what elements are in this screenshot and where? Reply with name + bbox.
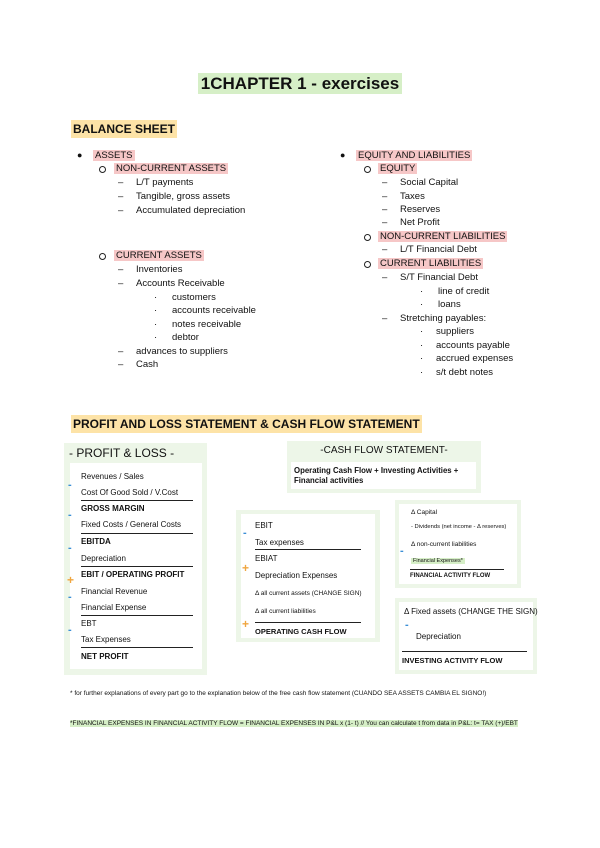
list-item: customers <box>172 292 216 303</box>
list-item: Stretching payables: <box>400 313 487 324</box>
non-current-assets-heading: NON-CURRENT ASSETS <box>116 163 227 174</box>
pl-line: Financial Expense <box>81 603 147 612</box>
profit-loss-title: - PROFIT & LOSS - <box>69 446 175 460</box>
circle-bullet-icon <box>99 253 106 260</box>
pl-line: Tax Expenses <box>81 635 131 644</box>
ocf-line: EBIAT <box>255 554 278 563</box>
inv-line: Depreciation <box>416 632 461 641</box>
pl-line: EBT <box>81 619 97 628</box>
list-item: Tangible, gross assets <box>136 191 230 202</box>
list-item: debtor <box>172 332 199 343</box>
list-item: Taxes <box>400 191 425 202</box>
plus-icon: + <box>242 617 250 631</box>
footnote-2: *FINANCIAL EXPENSES IN FINANCIAL ACTIVITY FLOW = FINANCIAL EXPENSES IN P&L x (1- t) // You can calculate t from data in P&L: t= TAX (+)/EBT <box>70 720 518 727</box>
list-item: loans <box>438 299 461 310</box>
fin-line: Δ Capital <box>411 509 438 516</box>
list-item: accounts payable <box>436 340 510 351</box>
minus-icon: - <box>400 545 404 557</box>
current-liabilities-heading: CURRENT LIABILITIES <box>380 258 482 269</box>
minus-icon: - <box>243 527 247 539</box>
pl-line: Depreciation <box>81 554 126 563</box>
ocf-line: Depreciation Expenses <box>255 571 338 580</box>
list-item: S/T Financial Debt <box>400 272 478 283</box>
pl-line: NET PROFIT <box>81 652 129 661</box>
divider <box>255 549 361 550</box>
pl-line: GROSS MARGIN <box>81 504 145 513</box>
non-current-liabilities-heading: NON-CURRENT LIABILITIES <box>380 231 506 242</box>
list-item: s/t debt notes <box>436 367 494 378</box>
minus-icon: - <box>68 542 72 554</box>
circle-bullet-icon <box>99 166 106 173</box>
list-item: Accounts Receivable <box>136 278 225 289</box>
list-item: Inventories <box>136 264 183 275</box>
minus-icon: - <box>68 509 72 521</box>
minus-icon: - <box>68 624 72 636</box>
footnote-1: * for further explanations of every part go to the explanation below of the free cash flow statement (CUANDO SEA ASSETS CAMBIA EL SIGNO!) <box>70 690 487 697</box>
assets-heading: ASSETS <box>95 150 133 161</box>
divider <box>81 647 193 648</box>
list-item: accrued expenses <box>436 353 514 364</box>
pl-line: Fixed Costs / General Costs <box>81 520 182 529</box>
pl-line: EBIT / OPERATING PROFIT <box>81 570 185 579</box>
bullet-icon: ● <box>77 150 83 160</box>
minus-icon: - <box>405 619 409 631</box>
cash-flow-title: -CASH FLOW STATEMENT- <box>320 445 448 456</box>
circle-bullet-icon <box>364 261 371 268</box>
inv-line: Δ Fixed assets (CHANGE THE SIGN) <box>404 607 538 616</box>
page-title: 1CHAPTER 1 - exercises <box>0 74 600 94</box>
circle-bullet-icon <box>364 166 371 173</box>
divider <box>81 566 193 567</box>
pl-line: Revenues / Sales <box>81 472 144 481</box>
pl-line: Financial Revenue <box>81 587 148 596</box>
fin-line: - Dividends (net income - Δ reserves) <box>411 524 507 530</box>
balance-sheet-heading: BALANCE SHEET <box>73 122 176 136</box>
divider <box>81 500 193 501</box>
cash-flow-formula: Operating Cash Flow + Investing Activities + Financial activities <box>294 466 459 485</box>
list-item: accounts receivable <box>172 305 256 316</box>
ocf-line: OPERATING CASH FLOW <box>255 627 347 636</box>
list-item: suppliers <box>436 326 475 337</box>
list-item: notes receivable <box>172 319 242 330</box>
ocf-line: Tax expenses <box>255 538 304 547</box>
list-item: Social Capital <box>400 177 459 188</box>
divider <box>255 622 361 623</box>
list-item: L/T Financial Debt <box>400 244 477 255</box>
pl-cf-heading: PROFIT AND LOSS STATEMENT & CASH FLOW STATEMENT <box>73 417 420 431</box>
list-item: L/T payments <box>136 177 194 188</box>
list-item: Accumulated depreciation <box>136 205 246 216</box>
pl-line: Cost Of Good Sold / V.Cost <box>81 488 179 497</box>
plus-icon: + <box>67 573 75 587</box>
bullet-icon: ● <box>340 150 346 160</box>
current-assets-heading: CURRENT ASSETS <box>116 250 202 261</box>
inv-line: INVESTING ACTIVITY FLOW <box>402 656 503 665</box>
plus-icon: + <box>242 561 250 575</box>
equity-heading: EQUITY <box>380 163 416 174</box>
divider <box>402 651 527 652</box>
list-item: advances to suppliers <box>136 346 228 357</box>
circle-bullet-icon <box>364 234 371 241</box>
list-item: Net Profit <box>400 217 440 228</box>
ocf-line: Δ all current liabilities <box>255 608 316 615</box>
divider <box>410 569 504 570</box>
minus-icon: - <box>68 479 72 491</box>
ocf-line: EBIT <box>255 521 273 530</box>
list-item: Reserves <box>400 204 441 215</box>
equity-liabilities-heading: EQUITY AND LIABILITIES <box>358 150 471 161</box>
list-item: Cash <box>136 359 159 370</box>
ocf-line: Δ all current assets (CHANGE SIGN) <box>255 590 362 597</box>
fin-line: Δ non-current liabilities <box>411 541 477 548</box>
pl-line: EBITDA <box>81 537 111 546</box>
fin-line: Financial Expenses* <box>413 558 463 564</box>
divider <box>81 615 193 616</box>
minus-icon: - <box>68 591 72 603</box>
fin-line: FINANCIAL ACTIVITY FLOW <box>410 573 491 579</box>
list-item: line of credit <box>438 286 490 297</box>
divider <box>81 533 193 534</box>
